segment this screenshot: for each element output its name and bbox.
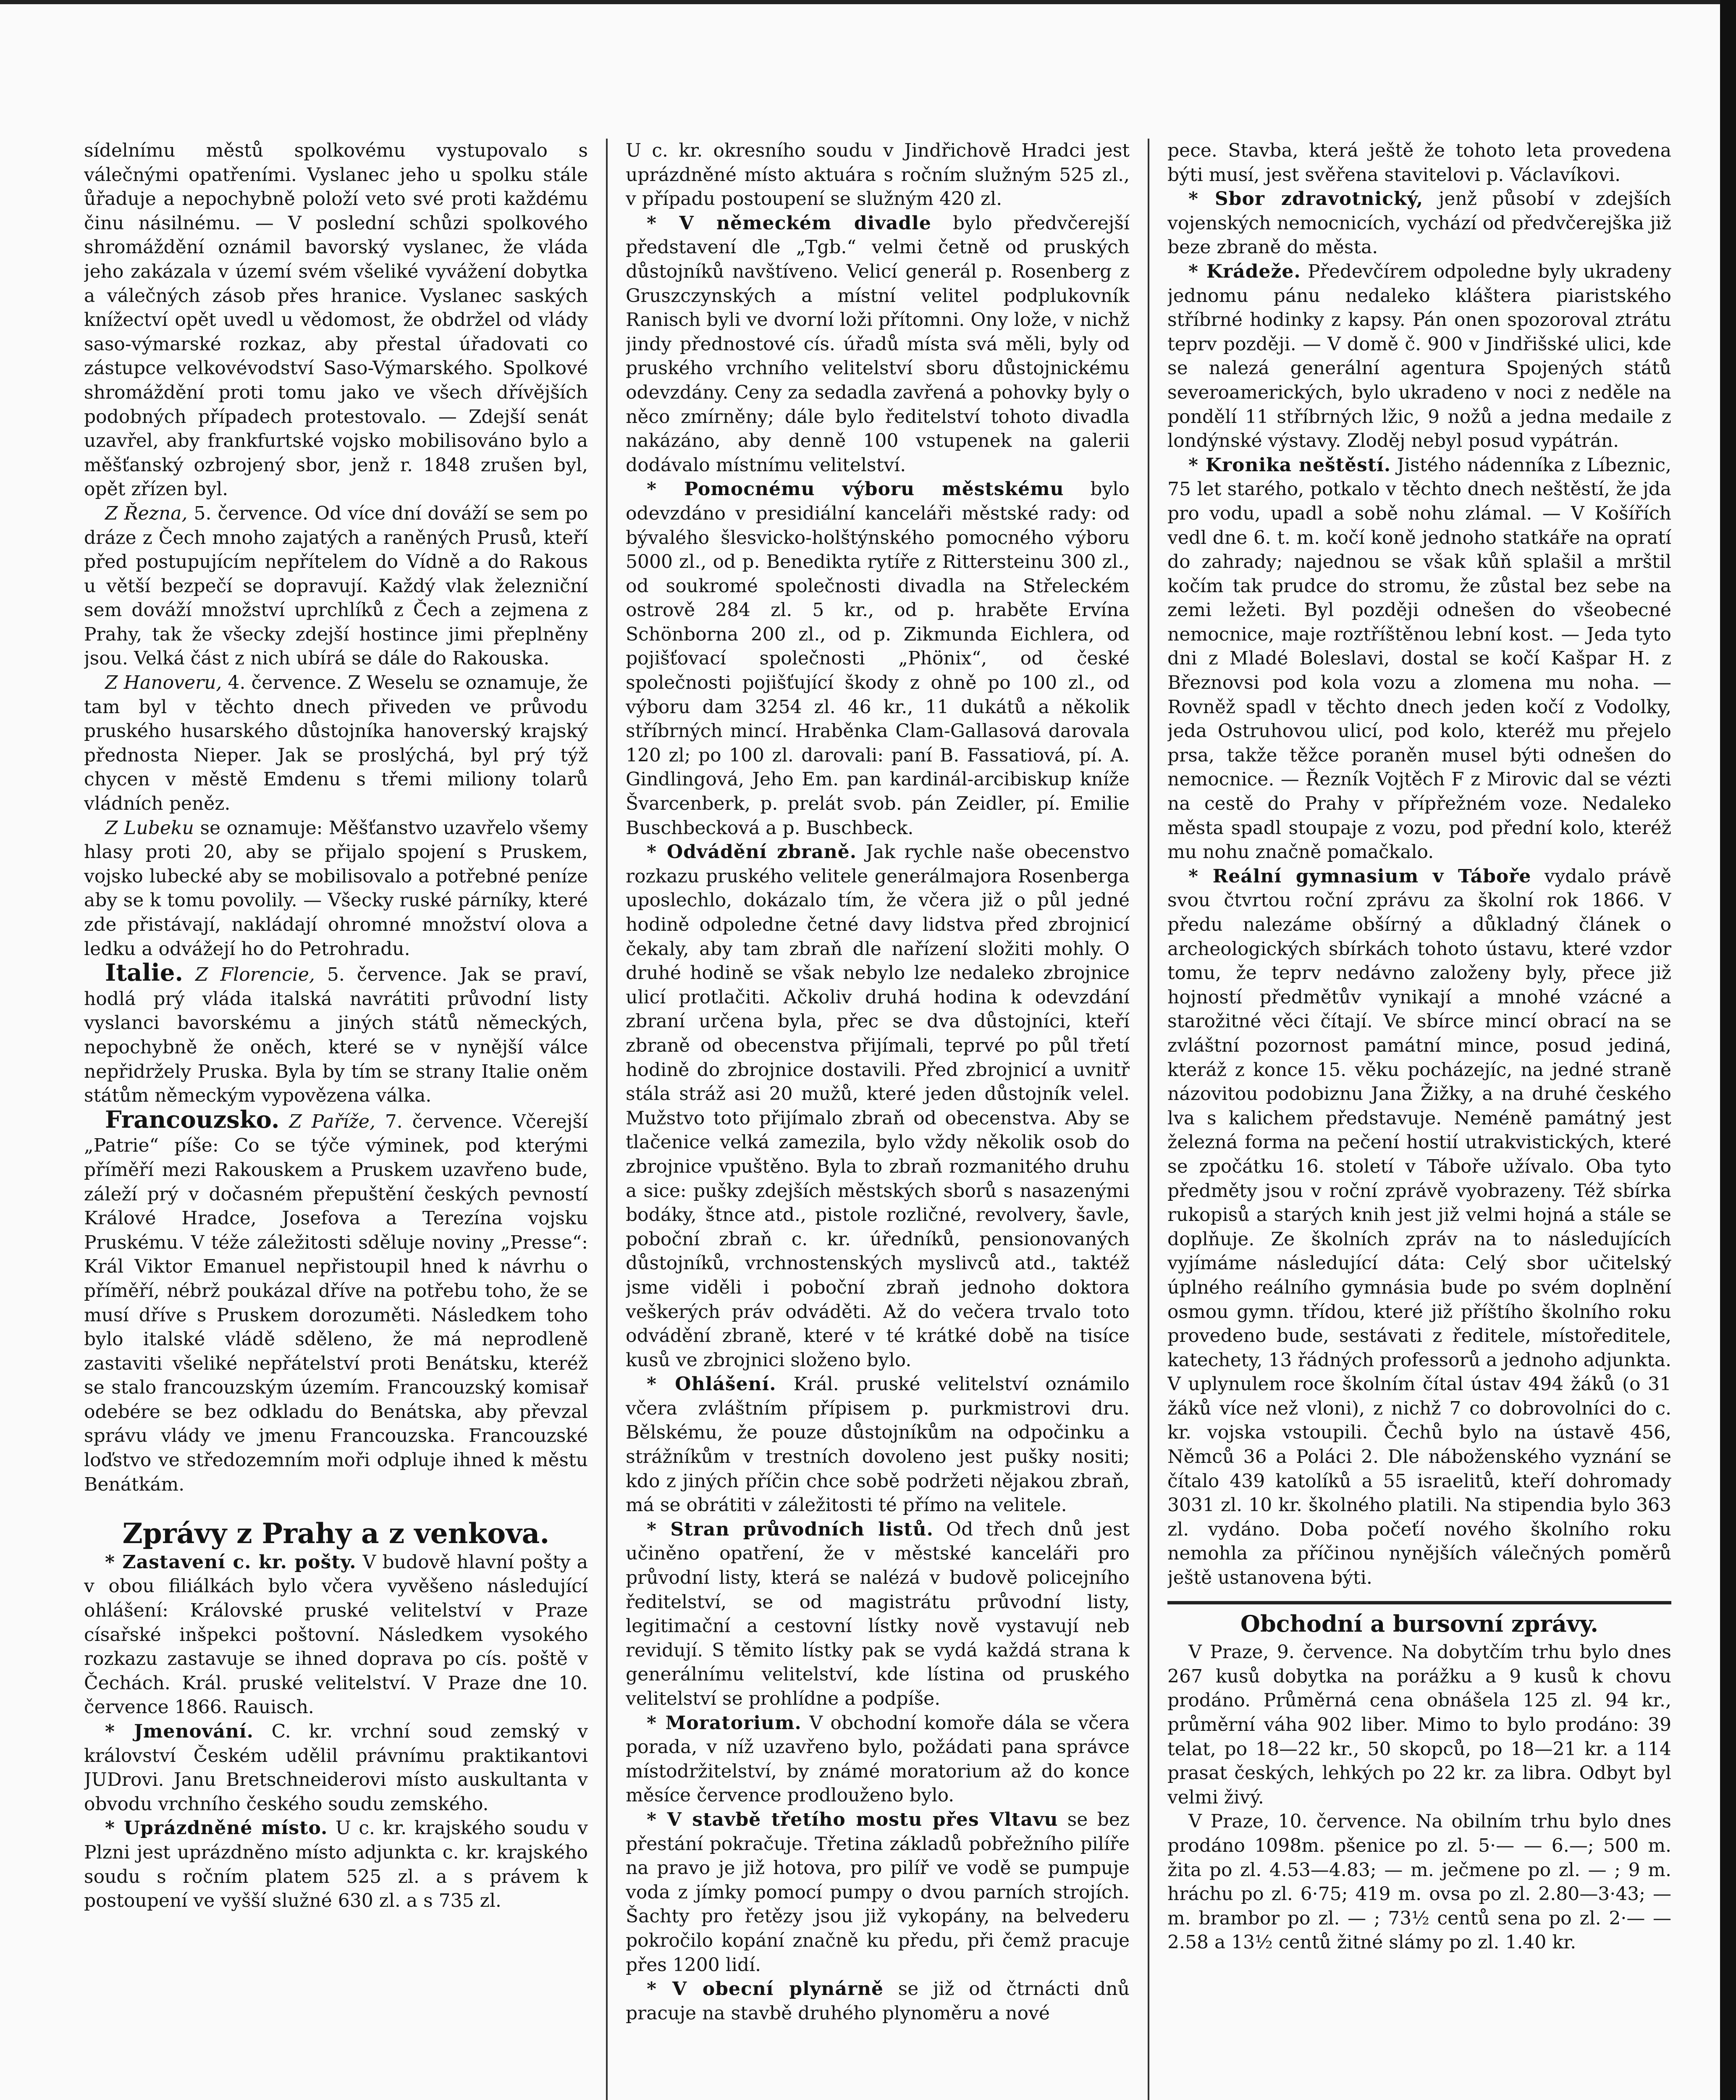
dateline: V Praze, 9. července. (1188, 1641, 1393, 1663)
article-regensburg: Z Řezna, 5. července. Od více dní dováží se sem po dráze z Čech mnoho zajatých a raněných Prusů, kteří před postupujícím nepřítelem do Vídně a do Rakous u větší bezpečí se dopravují. Každý vlak železniční sem dováží množství uprchlíků z Čech a zejmena z Prahy, tak že všecky zdejší hostince jimi přeplněny jsou. Velká část z nich ubírá se dále do Rakouska. (84, 502, 588, 669)
dateline: Z Řezna, (105, 502, 188, 524)
news-item-lead: * Krádeže. (1188, 260, 1301, 282)
news-item-gymnasium: * Reální gymnasium v Táboře vydalo právě svou čtvrtou roční zprávu za školní rok 1866. V předu nalezáme obšírný a důkladný článek o archeologických sbírkách tohoto ústavu, které vzdor tomu, že teprv nedávno založeny byly, přece již hojností předmětův vynikají a mnohé vzácné a starožitné věci čítají. Ve sbírce mincí obrací na se zvláštní pozornost památní mince, posud jediná, kteráž z konce 15. věku pocházejíc, na jedné straně názovitou podobiznu Jana Žižky, a na druhé českého lva s kalichem představuje. Neméně památný jest železná forma na pečení hostií utrakvistických, které se zpočátku 16. století v Táboře užívalo. Oba tyto předměty jsou v roční zprávě vyobrazeny. Též sbírka rukopisů a starých knih jest již velmi hojná a stále se doplňuje. Ze školních zpráv na to následujících vyjímáme následující dáta: Celý sbor učitelský úplného reálního gymnásia bude po svém doplnění osmou gymn. třídou, které již příštího školního roku provedeno bude, sestávati z ředitele, místoředitele, katechety, 13 řádných professorů a jednoho adjunkta. V uplynulem roce školním čítal ústav 494 žáků (o 31 žáků více než vloni), z nichž 7 co dobrovolníci do c. kr. vojska vstoupili. Čechů bylo na ústavě 456, Němců 36 a Poláci 2. Dle náboženského vyznání se čítalo 439 katolíků a 55 israelitů, kteří dohromady 3031 zl. 10 kr. školného platili. Na stipendia bylo 363 zl. vydáno. Doba počeťí nového školního roku nemohla za příčinou nynějších válečných poměrů ještě ustanovena býti. (1167, 865, 1671, 1589)
news-item-appointment: * Jmenování. C. kr. vrchní soud zemský v království Českém udělil právnímu praktikantovi JUDrovi. Janu Bretschneiderovi místo auskultanta v obvodu vrchního českého soudu zemského. (84, 1721, 588, 1815)
dateline: V Praze, 10. července. (1188, 1811, 1407, 1832)
article-frankfurt-senate: sídelnímu městů spolkovému vystupovalo s válečnými opatřeními. Vyslanec jeho u spolku stále ůřaduje a nepochybně položí veto své proti každému činu násilnému. — V poslední schůzi spolkového shromáždění oznámil bavorský vyslanec, že vláda jeho zakázala v území svém všeliké vyvážení dobytka a válečných zásob přes hranice. Vyslanec saských knížectví opět uvedl u vědomost, že obdržel od vlády saso-výmarské rozkaz, aby přestal úřadovati co zástupce velkovévodství Saso-Výmarského. Spolkové shromáždění proti tomu jako ve všech dřívějších podobných případech protestovalo. — Zdejší senát uzavřel, aby frankfurtské vojsko mobilisováno bylo a měšťanský ozbrojený sbor, jenž r. 1848 zrušen byl, opět zřízen byl. (84, 140, 588, 500)
newspaper-page (84, 139, 1671, 2100)
news-item-lead: * V německém divadle (647, 212, 931, 234)
article-hannover: Z Hanoveru, 4. července. Z Weselu se oznamuje, že tam byl v těchto dnech přiveden ve průvodu pruského husarského důstojníka hanoverský krajský přednosta Nieper. Jak se proslýchá, byl prý týž chycen v městě Emdenu s třemi miliony tolarů vládních peněz. (84, 672, 588, 815)
news-item-lead: * Odvádění zbraně. (647, 841, 857, 863)
article-lubeck: Z Lubeku se oznamuje: Měšťanstvo uzavřelo všemy hlasy proti 20, aby se přijalo spojení s Pruskem, vojsko lubecké aby se mobilisovalo a potřebné peníze aby se k tomu povolily. — Všecky ruské párníky, které zde přistávají, nakládají ohromné množství olova a ledku a odvážejí ho do Petrohradu. (84, 817, 588, 960)
news-item-lead: * Pomocnému výboru městskému (647, 478, 1064, 500)
news-item-bridge: * V stavbě třetího mostu přes Vltavu se bez přestání pokračuje. Třetina základů pobřežního pilíře na pravo je již hotova, pro pilíř ve vodě se pumpuje voda z jímky pomocí pumpy o dvou parních strojích. Šachty pro řetězy jsou již vykopány, na belvederu pokročilo kopání značně ku předu, při čemž pracuje přes 1200 lidí. (626, 1809, 1130, 1976)
news-item-lead: * Stran průvodních listů. (647, 1518, 934, 1540)
news-item-weapons: * Odvádění zbraně. Jak rychle naše obecenstvo rozkazu pruského velitele generálmajora Rosenberga uposlechlo, dokázalo tím, že včera již o půl jedné hodině odpoledne četné davy lidstva před zbrojnicí čekaly, aby tam zbraň dle nařízení složiti mohly. O druhé hodině se však nebylo lze nedaleko zbrojnice ulicí protlačiti. Ačkoliv druhá hodina k odevzdání zbraní určena byla, přec se dva důstojníci, kteří zbraně od obecenstva přijímali, teprvé po půl třetí hodině do zbrojnice dostavili. Před zbrojnicí a uvnitř stála stráž asi 20 mužů, které jeden důstojník velel. Mužstvo toto přijímalo zbraň od obecenstva. Aby se tlačenice velká zamezila, bylo vždy několik osob do zbrojnice vpuštěno. Byla to zbraň rozmanitého druhu a sice: pušky zdejších městských sborů s nasazenými bodáky, štnce atd., pistole rozličné, revolvery, šavle, poboční zbraň c. kr. úředníků, pensionovaných důstojníků, vrchnostenských myslivců atd., taktéž jsme viděli i poboční zbraň jednoho doktora veškerých práv odváděti. Až do večera trvalo toto odvádění zbraně, které v té krátké době na tisíce kusů ve zbrojnici složeno bylo. (626, 841, 1130, 1371)
country-heading: Italie. (105, 959, 184, 987)
news-item-gasworks: * V obecní plynárně se již od čtrnácti dnů pracuje na stavbě druhého plynoměru a nové (626, 1978, 1130, 2024)
country-heading: Francouzsko. (105, 1105, 280, 1134)
article-italy: Italie. Z Florencie, 5. července. Jak se praví, hodlá prý vláda italská navrátiti průvodní listy vyslanci bavorskému a jiných států německých, nepochybně že oněch, které se v nynější válce nepřidržely Pruska. Byla by tím se strany Italie oněm státům německým vypovězena válka. (84, 959, 588, 1107)
scan-top-edge (0, 0, 1736, 4)
news-item-medical-corps: * Sbor zdravotnický, jenž působí v zdejších vojenských nemocnicích, vychází od předvčerejška již beze zbraně do města. (1167, 188, 1671, 258)
news-item-gasworks-cont: pece. Stavba, která ještě že tohoto leta provedena býti musí, jest svěřena stavitelovi p. Václavíkovi. (1167, 140, 1671, 186)
news-item-post: * Zastavení c. kr. pošty. V budově hlavní pošty a v obou filiálkách bylo včera vyvěšeno následující ohlášení: Královské pruské velitelství v Praze císařské inšpekci poštovní. Následkem vysokého rozkazu zastavuje se ihned doprava po cís. poště v Čechách. Král. pruské velitelství. V Praze dne 10. července 1866. Rauisch. (84, 1551, 588, 1718)
article-france: Francouzsko. Z Paříže, 7. července. Včerejší „Patrie“ píše: Co se týče výminek, pod kterými příměří mezi Rakouskem a Pruskem uzavřeno bude, záleží prý v dočasném přepuštění českých pevností Králové Hradce, Josefova a Terezína vojsku Pruskému. V téže záležitosti sděluje noviny „Presse“: Král Viktor Emanuel nepřistoupil hned k návrhu o příměří, nébrž poukázal dříve na potřebu toho, že se musí dříve s Pruskem dorozuměti. Následkem toho bylo italské vládě sděleno, že má neprodleně zastaviti všeliké nepřátelství proti Benátsku, kteréž se stalo francouzským územím. Francouzský komisař odebére se bez odkladu do Benátska, aby převzal správu vlády ve jmenu Francouzska. Francouzské loďstvo ve středozemním moři odpluje ihned k městu Benátkám. (84, 1105, 588, 1495)
news-item-relief-committee: * Pomocnému výboru městskému bylo odevzdáno v presidiální kanceláři městské rady: od bývalého šlesvicko-holštýnského pomocného výboru 5000 zl., od p. Benedikta rytíře z Rittersteinu 300 zl., od soukromé společnosti divadla na Střeleckém ostrově 284 zl. 5 kr., od p. hraběte Ervína Schönborna 200 zl., od p. Zikmunda Eichlera, od pojišťovací společnosti „Phönix“, od české společnosti pojišťující škody z ohně po 100 zl., od výboru dam 3254 zl. 46 kr., 11 dukátů a několik stříbrných mincí. Hraběnka Clam-Gallasová darovala 120 zl; po 100 zl. darovali: paní B. Fassatiová, pí. A. Gindlingová, Jeho Em. pan kardinál-arcibiskup kníže Švarcenberk, p. prelát svob. pán Zeidler, pí. Emilie Buschbecková a p. Buschbeck. (626, 478, 1130, 839)
market-grain: V Praze, 10. července. Na obilním trhu bylo dnes prodáno 1098m. pšenice po zl. 5·— — 6.—; 500 m. žita po zl. 4.53—4.83; — m. ječmene po zl. — ; 9 m. hráchu po zl. 6·75; 419 m. ovsa po zl. 2.80—3·43; — m. brambor po zl. — ; 73½ centů sena po zl. 2·— —2.58 a 13½ centů žitné slámy po zl. 1.40 kr. (1167, 1811, 1671, 1953)
news-item-lead: * Jmenování. (105, 1721, 254, 1742)
section-rule (1167, 1601, 1671, 1604)
column-1 (84, 139, 588, 2100)
news-item-vacancy-cont: U c. kr. okresního soudu v Jindřichově Hradci jest uprázdněné místo aktuára s ročním služným 525 zl., v případu postoupení se služným 420 zl. (626, 140, 1130, 210)
news-item-lead: * Zastavení c. kr. pošty. (105, 1551, 357, 1573)
dateline: Z Paříže, (289, 1110, 375, 1132)
dateline: Z Florencie, (195, 964, 315, 986)
news-item-lead: * Ohlášení. (647, 1373, 776, 1395)
dateline: Z Hanoveru, (105, 672, 222, 694)
scan-right-edge (1720, 0, 1736, 2100)
news-item-lead: * V stavbě třetího mostu přes Vltavu (647, 1809, 1058, 1830)
news-item-vacancy: * Uprázdněné místo. U c. kr. krajského soudu v Plzni jest uprázdněno místo adjunkta c. kr. krajského soudu s ročním platem 525 zl. a s právem k postoupení ve vyšší služné 630 zl. a s 735 zl. (84, 1817, 588, 1912)
news-item-theatre: * V německém divadle bylo předvčerejší představení dle „Tgb.“ velmi četně od pruských důstojníků navštíveno. Velicí generál p. Rosenberg z Gruszczynských a místní velitel podplukovník Ranisch byli ve dvorní loži přítomni. Ony lože, v nichž jindy přednostové cís. úřadů místa svá měli, byly od pruského vrchního velitelství sboru důstojnickému odevzdány. Ceny za sedadla zavřená a pohovky byly o něco zmírněny; dále bylo ředitelství tohoto divadla nakázáno, aby denně 100 vstupenek na galerii dodávalo místnímu velitelství. (626, 212, 1130, 476)
news-item-accidents: * Kronika neštěstí. Jistého nádenníka z Líbeznic, 75 let starého, potkalo v těchto dnech neštěstí, že jda pro vodu, upadl a sobě nohu zlámal. — V Košířích vedl dne 6. t. m. kočí koně jednoho statkáře na opratí do zahrady; najednou se však kůň splašil a mrštil kočím tak prudce do stromu, že zůstal bez sebe na zemi ležeti. Byl později odnešen do všeobecné nemocnice, maje roztříštěnou lební kost. — Jeda tyto dni z Mladé Boleslavi, dostal se kočí Kašpar H. z Březnovsi pod kola vozu a zlomena mu noha. — Rovněž spadl v těchto dnech jeden kočí z Vodolky, jeda Ostruhovou ulicí, pod kolo, kteréž mu přejelo prsa, takže těžce poraněn musel býti odnešen do nemocnice. — Řezník Vojtěch F z Mirovic dal se vézti na cestě do Prahy v přípřežném voze. Nedaleko města spadl stoupaje z vozu, pod přední kolo, kteréž mu nohu značně pomačkalo. (1167, 454, 1671, 863)
dateline: Z Lubeku (105, 817, 194, 839)
news-item-announcement: * Ohlášení. Král. pruské velitelství oznámilo včera zvláštním přípisem p. purkmistrovi dru. Bělskému, že pouze důstojníkům na odpočinku a strážníkům v trestních dovoleno jest pušky nositi; kdo z jiných příčin chce sobě podržeti nějakou zbraň, má se obrátiti v záležitosti té přímo na velitele. (626, 1373, 1130, 1516)
news-item-lead: * Uprázdněné místo. (105, 1817, 328, 1839)
news-item-passports: * Stran průvodních listů. Od třech dnů jest učiněno opatření, že v městské kanceláři pro průvodní listy, která se nalézá v budově policejního ředitelství, se od magistrátu průvodní listy, legitimační a cestovní lístky nově vystavují neb revidují. S těmito lístky pak se vydá každá strana k generálnímu velitelství, kde lístina od pruského velitelství se prohlídne a podpíše. (626, 1518, 1130, 1709)
news-item-lead: * Reální gymnasium v Táboře (1188, 865, 1531, 887)
column-divider (606, 139, 608, 2100)
news-item-lead: * Sbor zdravotnický, (1188, 188, 1424, 210)
section-title-market-news: Obchodní a bursovní zprávy. (1240, 1610, 1599, 1637)
column-2 (626, 139, 1130, 2100)
section-title-prague-news: Zprávy z Prahy a z venkova. (122, 1517, 550, 1550)
column-divider (1148, 139, 1149, 2100)
news-item-moratorium: * Moratorium. V obchodní komoře dála se včera porada, v níž uzavřeno bylo, požádati pana správce místodržitelství, by známé moratorium až do konce měsíce července prodlouženo bylo. (626, 1712, 1130, 1806)
news-item-lead: * V obecní plynárně (647, 1978, 884, 2000)
market-cattle: V Praze, 9. července. Na dobytčím trhu bylo dnes 267 kusů dobytka na porážku a 9 kusů k chovu prodáno. Průměrná cena obnášela 125 zl. 94 kr., průměrní váha 902 liber. Mimo to bylo prodáno: 39 telat, po 18—22 kr., 50 skopců, po 18—21 kr. a 114 prasat českých, lehkých po 22 kr. za libra. Odbyt byl velmi živý. (1167, 1641, 1671, 1808)
news-item-thefts: * Krádeže. Předevčírem odpoledne byly ukradeny jednomu pánu nedaleko kláštera piaristského stříbrné hodinky z kapsy. Pán onen spozoroval ztrátu teprv později. — V domě č. 900 v Jindřišské ulici, kde se nalezá generální agentura Spojených států severoamerických, bylo ukradeno v noci z neděle na pondělí 11 stříbrných lžic, 9 nožů a jedna medaile z londýnské výstavy. Zloděj nebyl posud vypátrán. (1167, 260, 1671, 452)
column-3 (1167, 139, 1671, 2100)
news-item-lead: * Moratorium. (647, 1712, 802, 1734)
news-item-lead: * Kronika neštěstí. (1188, 454, 1391, 476)
